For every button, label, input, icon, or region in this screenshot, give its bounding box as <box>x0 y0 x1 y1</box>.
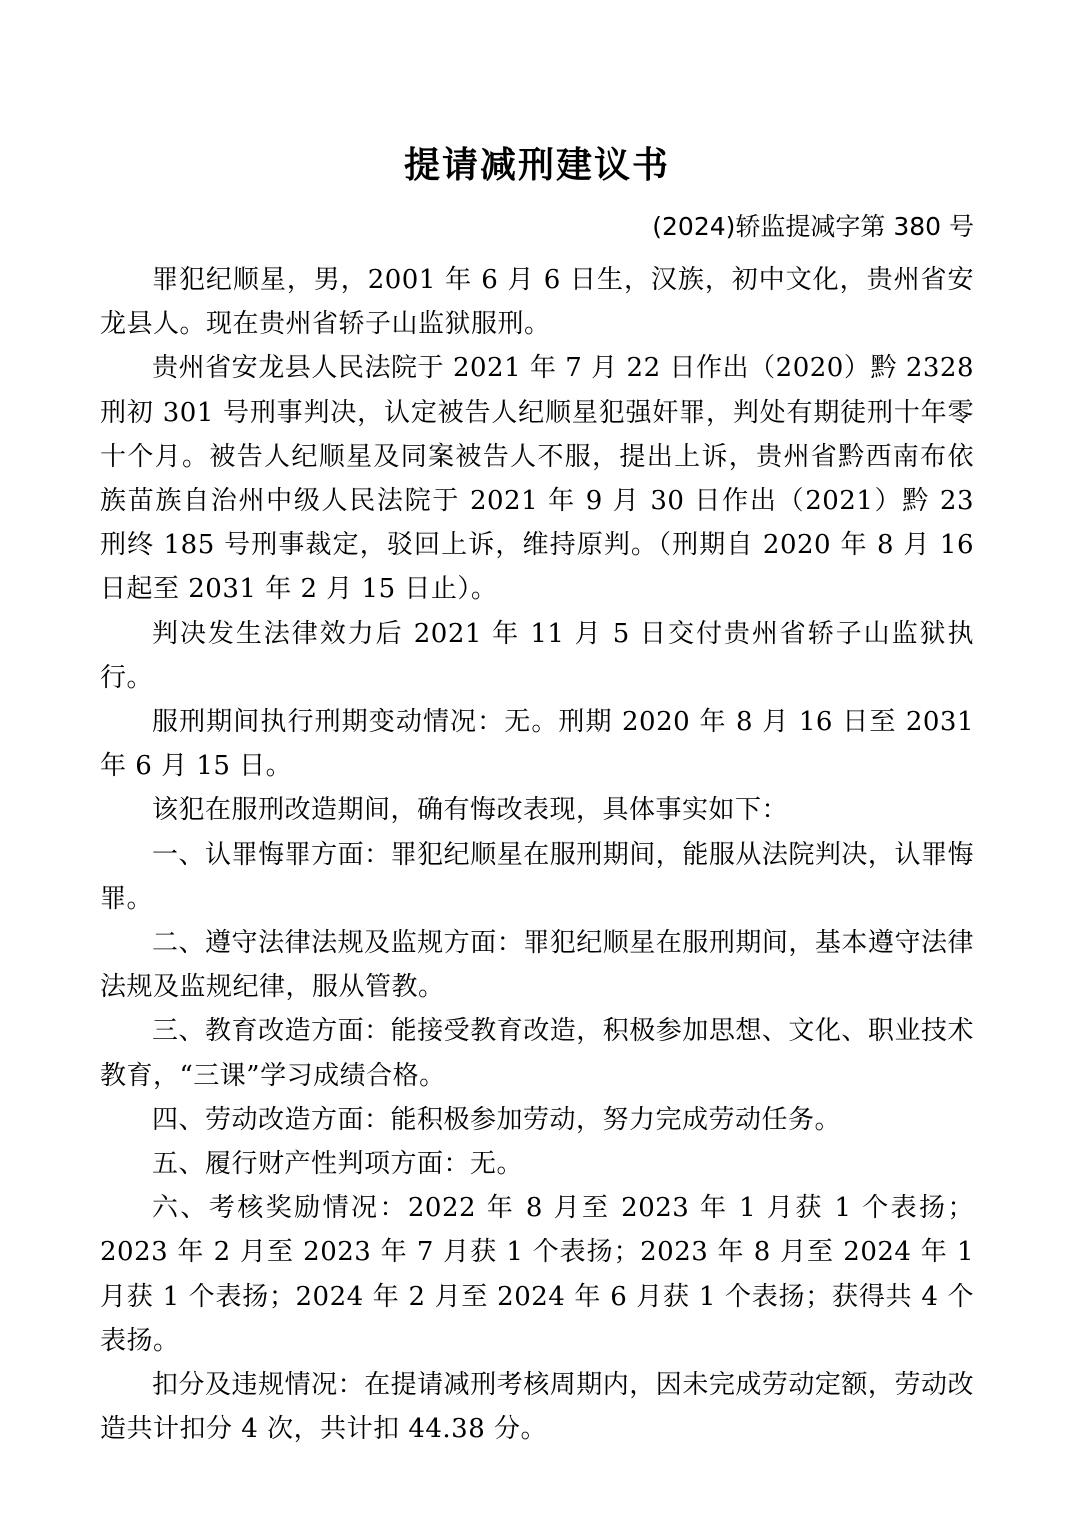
paragraph-education: 三、教育改造方面：能接受教育改造，积极参加思想、文化、职业技术教育，“三课”学习成绩合格。 <box>100 1016 974 1091</box>
paragraph-repentance: 一、认罪悔罪方面：罪犯纪顺星在服刑期间，能服从法院判决，认罪悔罪。 <box>100 839 974 914</box>
document-body <box>100 258 974 1451</box>
paragraph-criminal-info: 罪犯纪顺星，男，2001 年 6 月 6 日生，汉族，初中文化，贵州省安龙县人。现在贵州省轿子山监狱服刑。 <box>100 265 974 340</box>
paragraph-judgment: 贵州省安龙县人民法院于 2021 年 7 月 22 日作出（2020）黔 2328 刑初 301 号刑事判决，认定被告人纪顺星犯强奸罪，判处有期徒刑十年零十个月。被告人纪顺星及同案被告人不服，提出上诉，贵州省黔西南布依族苗族自治州中级人民法院于 2021 年 9 月 30 日作出（2021）黔 23 刑终 185 号刑事裁定，驳回上诉，维持原判。（刑期自 2020 年 8 月 16 日起至 2031 年 2 月 15 日止）。 <box>100 353 974 605</box>
paragraph-facts-intro: 该犯在服刑改造期间，确有悔改表现，具体事实如下： <box>152 795 789 826</box>
paragraph-execution: 判决发生法律效力后 2021 年 11 月 5 日交付贵州省轿子山监狱执行。 <box>100 618 974 693</box>
document-number: (2024)轿监提减字第 380 号 <box>652 212 974 241</box>
document-title: 提请减刑建议书 <box>403 145 670 186</box>
paragraph-deductions: 扣分及违规情况：在提请减刑考核周期内，因未完成劳动定额，劳动改造共计扣分 4 次，共计扣 44.38 分。 <box>100 1370 974 1445</box>
paragraph-sentence-change: 服刑期间执行刑期变动情况：无。刑期 2020 年 8 月 16 日至 2031 年 6 月 15 日。 <box>100 707 974 782</box>
paragraph-property: 五、履行财产性判项方面：无。 <box>152 1149 524 1180</box>
paragraph-law-compliance: 二、遵守法律法规及监规方面：罪犯纪顺星在服刑期间，基本遵守法律法规及监规纪律，服从管教。 <box>100 928 974 1003</box>
paragraph-labor: 四、劳动改造方面：能积极参加劳动，努力完成劳动任务。 <box>152 1104 842 1135</box>
paragraph-rewards: 六、考核奖励情况：2022 年 8 月至 2023 年 1 月获 1 个表扬；2023 年 2 月至 2023 年 7 月获 1 个表扬；2023 年 8 月至 2024 年 1 月获 1 个表扬；2024 年 2 月至 2024 年 6 月获 1 个表扬；获得共 4 个表扬。 <box>100 1193 974 1356</box>
